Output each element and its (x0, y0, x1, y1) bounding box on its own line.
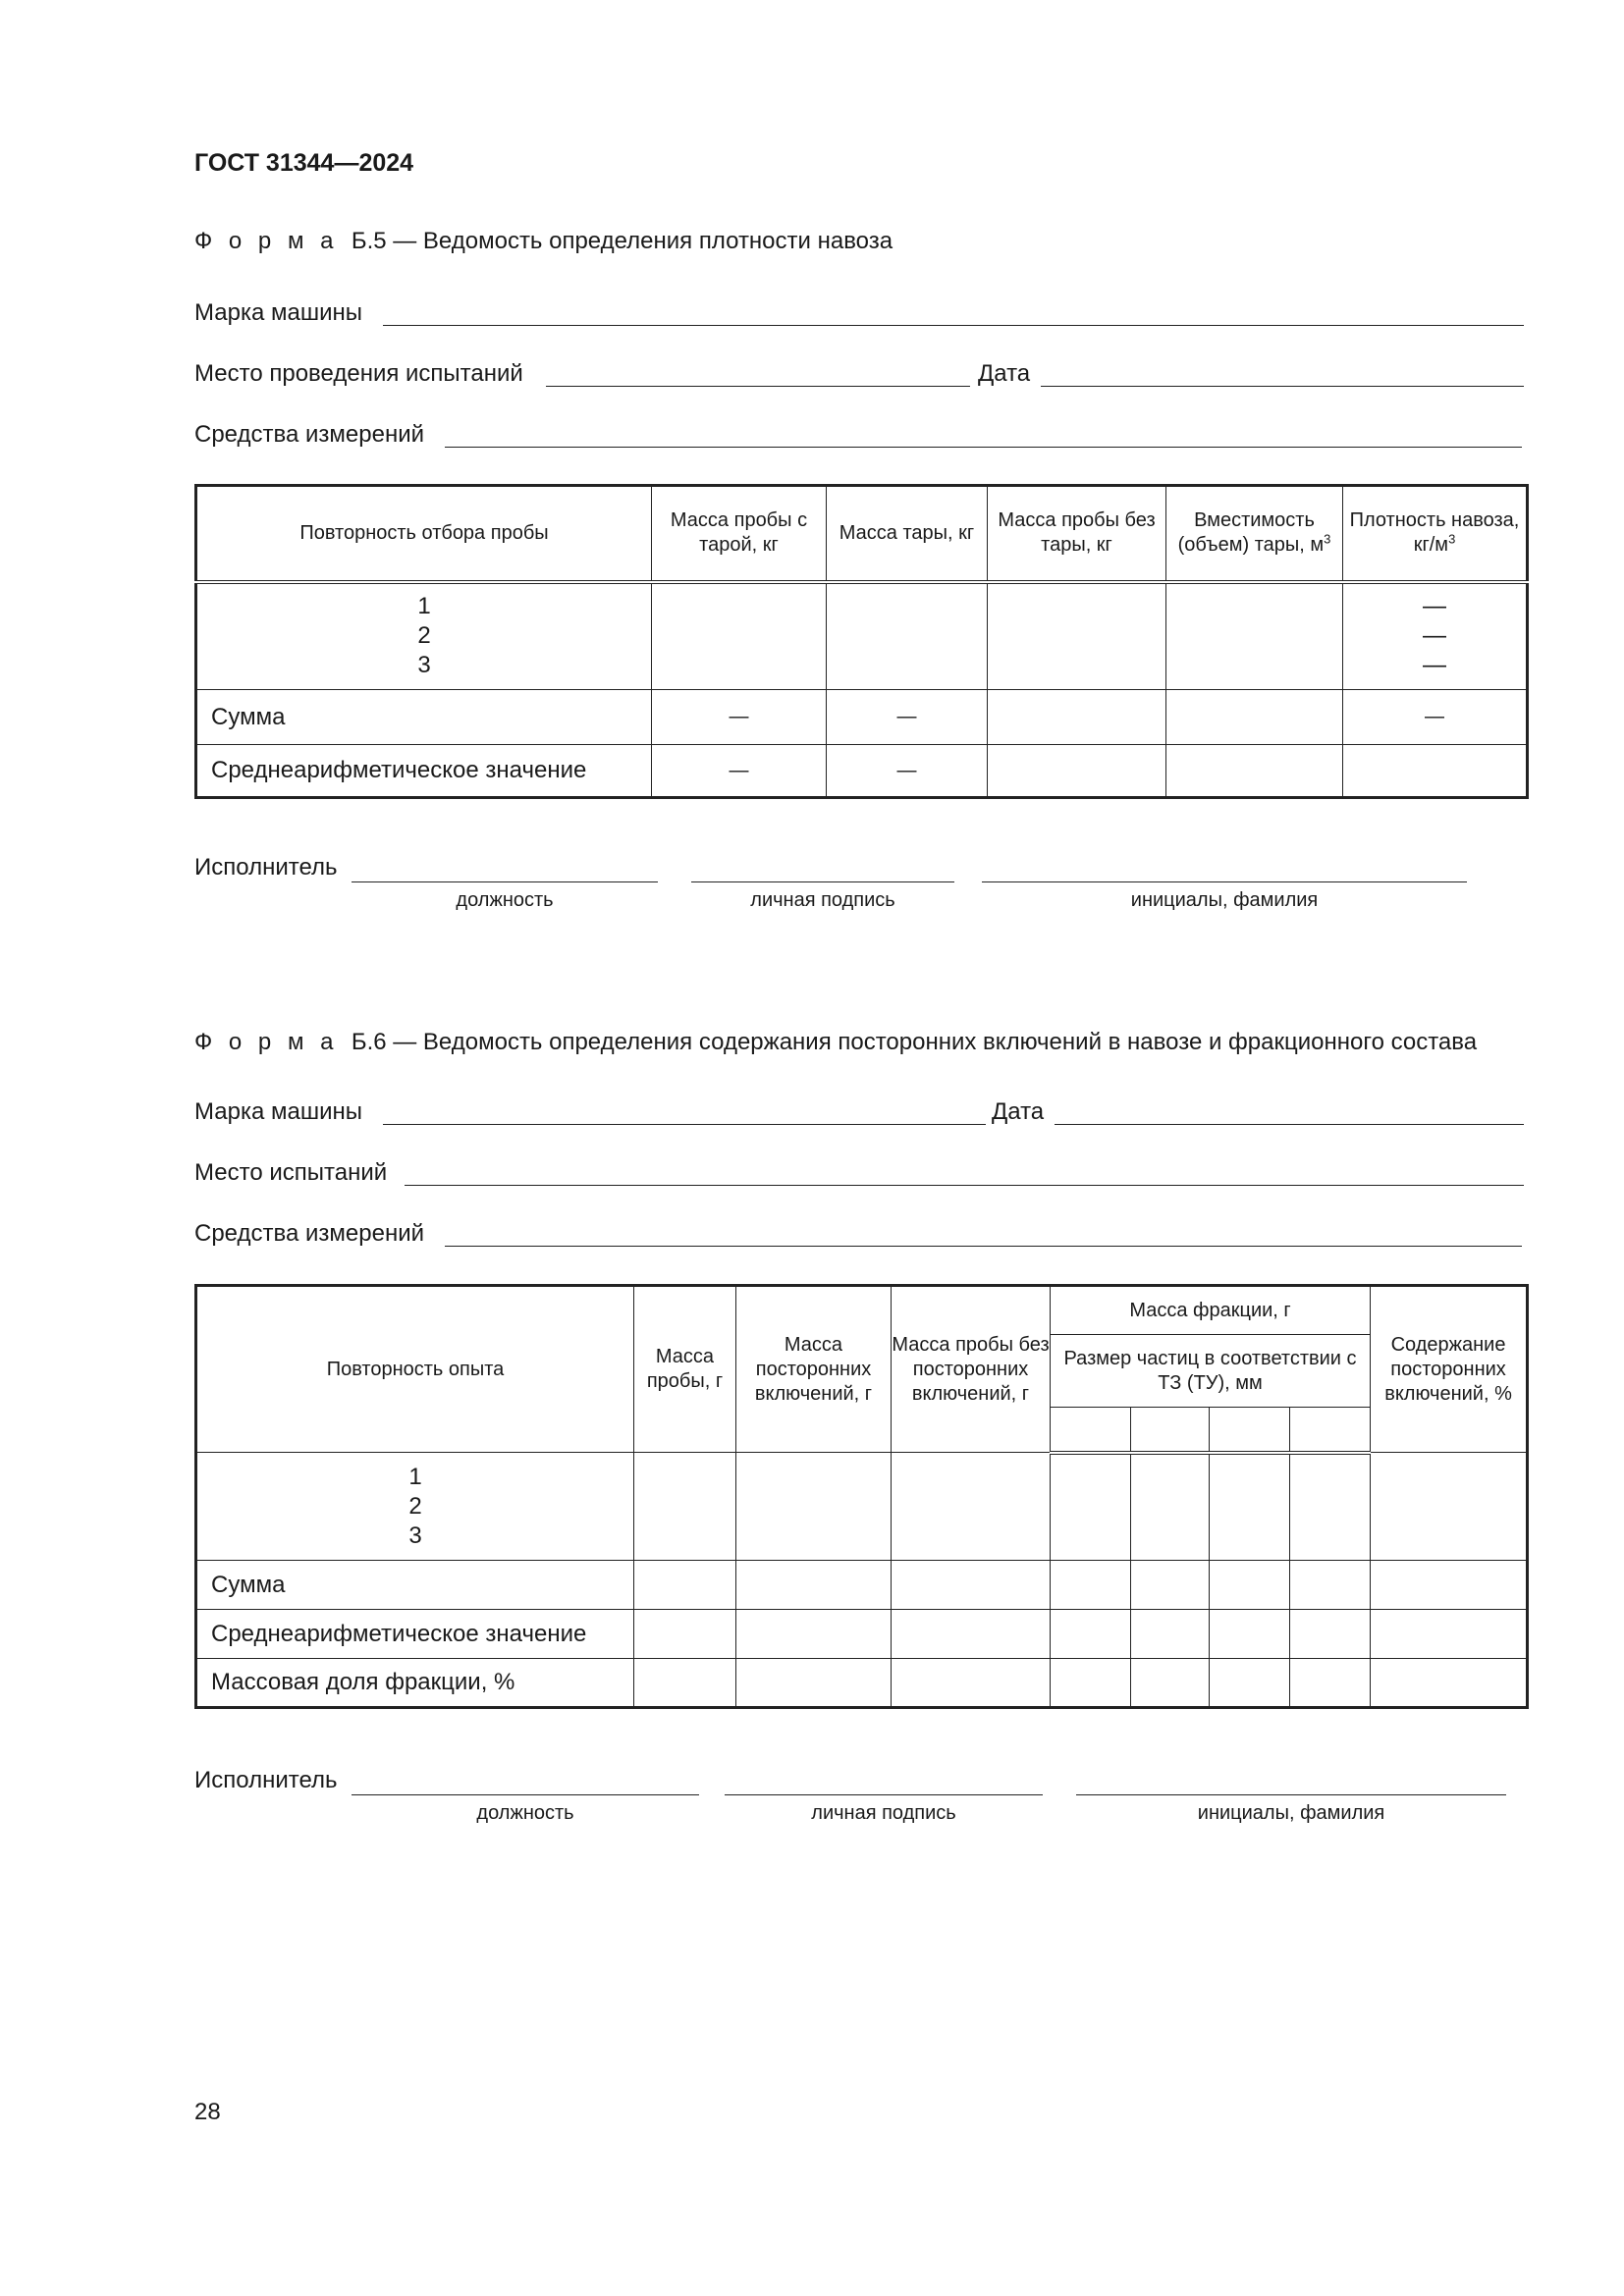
cell[interactable] (892, 1453, 1051, 1561)
header-tare-mass: Масса тары, кг (827, 486, 988, 582)
cell[interactable] (988, 745, 1166, 798)
table-row (196, 745, 1528, 798)
form-label: Ф о р м а (194, 1029, 339, 1055)
header-fraction-mass: Масса фракции, г (1051, 1286, 1371, 1335)
signature-caption: личная подпись (811, 1802, 956, 1824)
cell[interactable] (634, 1453, 736, 1561)
cell[interactable] (1210, 1453, 1290, 1561)
test-place-field[interactable] (405, 1185, 1524, 1186)
table-row (196, 582, 1528, 690)
header-particle-size: Размер частиц в соответствии с ТЗ (ТУ), мм (1051, 1335, 1371, 1408)
table-header-row (196, 1286, 1528, 1335)
executor-label: Исполнитель (194, 854, 338, 881)
header-mass-without-tare: Масса пробы без тары, кг (988, 486, 1166, 582)
document-code: ГОСТ 31344—2024 (194, 149, 414, 177)
cell[interactable] (1131, 1659, 1210, 1708)
signature-field[interactable] (691, 881, 954, 882)
cell[interactable] (1210, 1610, 1290, 1659)
date-field[interactable] (1055, 1124, 1524, 1125)
size-cell[interactable] (1051, 1408, 1131, 1453)
machine-brand-field[interactable] (383, 325, 1524, 326)
cell[interactable] (634, 1610, 736, 1659)
row-label-sum: Сумма (196, 690, 652, 745)
form-title-text: Б.6 — Ведомость определения содержания посторонних включений в навозе и фракционного состава (351, 1029, 1478, 1055)
cell[interactable] (1131, 1453, 1210, 1561)
test-place-label: Место проведения испытаний (194, 360, 523, 387)
form-label: Ф о р м а (194, 228, 339, 254)
header-foreign-mass: Масса посторонних включений, г (736, 1286, 892, 1453)
cell[interactable] (736, 1453, 892, 1561)
name-caption: инициалы, фамилия (1197, 1802, 1385, 1824)
cell[interactable] (988, 690, 1166, 745)
table-row (196, 690, 1528, 745)
name-caption: инициалы, фамилия (1130, 889, 1319, 911)
cell[interactable] (652, 582, 827, 690)
position-caption: должность (456, 889, 554, 911)
header-mass-with-tare: Масса пробы с тарой, кг (652, 486, 827, 582)
row-label-sum: Сумма (196, 1561, 634, 1610)
form-b6-title (194, 1029, 1477, 1056)
header-density: Плотность навоза, $кг/м^3$ (1343, 486, 1528, 582)
dash-cell: — (827, 690, 988, 745)
table-row (196, 1610, 1528, 1659)
cell[interactable] (1131, 1610, 1210, 1659)
machine-brand-label: Марка машины (194, 1098, 363, 1125)
repeat-numbers: 1 2 3 (196, 1453, 634, 1561)
cell[interactable] (1210, 1659, 1290, 1708)
repeat-numbers: 1 2 3 (196, 582, 652, 690)
dash-cell: — (652, 745, 827, 798)
cell[interactable] (634, 1561, 736, 1610)
cell[interactable] (1290, 1610, 1371, 1659)
size-cell[interactable] (1131, 1408, 1210, 1453)
table-row (196, 1453, 1528, 1561)
signature-caption: личная подпись (750, 889, 895, 911)
cell[interactable] (1166, 690, 1343, 745)
form-title-text: Б.5 — Ведомость определения плотности навоза (351, 228, 893, 254)
header-mass-without-foreign: Масса пробы без посторонних включений, г (892, 1286, 1051, 1453)
cell[interactable] (736, 1561, 892, 1610)
test-place-label: Место испытаний (194, 1159, 388, 1186)
dash-cell: — (652, 690, 827, 745)
position-caption: должность (476, 1802, 574, 1824)
cell[interactable] (1371, 1659, 1528, 1708)
position-field[interactable] (352, 881, 658, 882)
cell[interactable] (1051, 1561, 1131, 1610)
instruments-field[interactable] (445, 447, 1522, 448)
name-field[interactable] (982, 881, 1467, 882)
cell[interactable] (988, 582, 1166, 690)
density-dashes: — — — (1343, 582, 1528, 690)
cell[interactable] (1371, 1561, 1528, 1610)
machine-brand-label: Марка машины (194, 299, 363, 326)
cell[interactable] (892, 1610, 1051, 1659)
header-sample-mass: Масса пробы, г (634, 1286, 736, 1453)
date-label: Дата (992, 1098, 1045, 1125)
cell[interactable] (1131, 1561, 1210, 1610)
executor-label: Исполнитель (194, 1767, 338, 1793)
fraction-table (194, 1284, 1529, 1709)
cell[interactable] (1051, 1610, 1131, 1659)
cell[interactable] (892, 1561, 1051, 1610)
density-table (194, 484, 1529, 799)
cell[interactable] (736, 1659, 892, 1708)
cell[interactable] (1051, 1453, 1131, 1561)
name-field[interactable] (1076, 1794, 1506, 1795)
form-b5-title (194, 228, 893, 255)
header-capacity: Вместимость (объем) тары, $м^3$ (1166, 486, 1343, 582)
page-number: 28 (194, 2099, 221, 2125)
row-label-fraction-share: Массовая доля фракции, % (196, 1659, 634, 1708)
row-label-mean: Среднеарифметическое значение (196, 745, 652, 798)
size-cell[interactable] (1210, 1408, 1290, 1453)
instruments-label: Средства измерений (194, 421, 425, 448)
cell[interactable] (1290, 1561, 1371, 1610)
cell[interactable] (1166, 582, 1343, 690)
table-row (196, 1561, 1528, 1610)
date-field[interactable] (1041, 386, 1524, 387)
cell[interactable] (1290, 1453, 1371, 1561)
cell[interactable] (1371, 1610, 1528, 1659)
row-label-mean: Среднеарифметическое значение (196, 1610, 634, 1659)
machine-brand-field[interactable] (383, 1124, 986, 1125)
cell[interactable] (634, 1659, 736, 1708)
test-place-field[interactable] (546, 386, 970, 387)
cell[interactable] (736, 1610, 892, 1659)
cell[interactable] (1371, 1453, 1528, 1561)
table-header-row (196, 486, 1528, 582)
dash-cell: — (827, 745, 988, 798)
header-repeat: Повторность опыта (196, 1286, 634, 1453)
instruments-label: Средства измерений (194, 1220, 425, 1247)
header-repeat: Повторность отбора пробы (196, 486, 652, 582)
cell[interactable] (827, 582, 988, 690)
date-label: Дата (978, 360, 1031, 387)
table-row (196, 1659, 1528, 1708)
dash-cell: — (1343, 690, 1528, 745)
header-foreign-content: Содержание посторонних включений, % (1371, 1286, 1528, 1453)
signature-field[interactable] (725, 1794, 1043, 1795)
cell[interactable] (1343, 745, 1528, 798)
cell[interactable] (1290, 1659, 1371, 1708)
cell[interactable] (1051, 1659, 1131, 1708)
cell[interactable] (892, 1659, 1051, 1708)
cell[interactable] (1210, 1561, 1290, 1610)
instruments-field[interactable] (445, 1246, 1522, 1247)
cell[interactable] (1166, 745, 1343, 798)
position-field[interactable] (352, 1794, 699, 1795)
size-cell[interactable] (1290, 1408, 1371, 1453)
